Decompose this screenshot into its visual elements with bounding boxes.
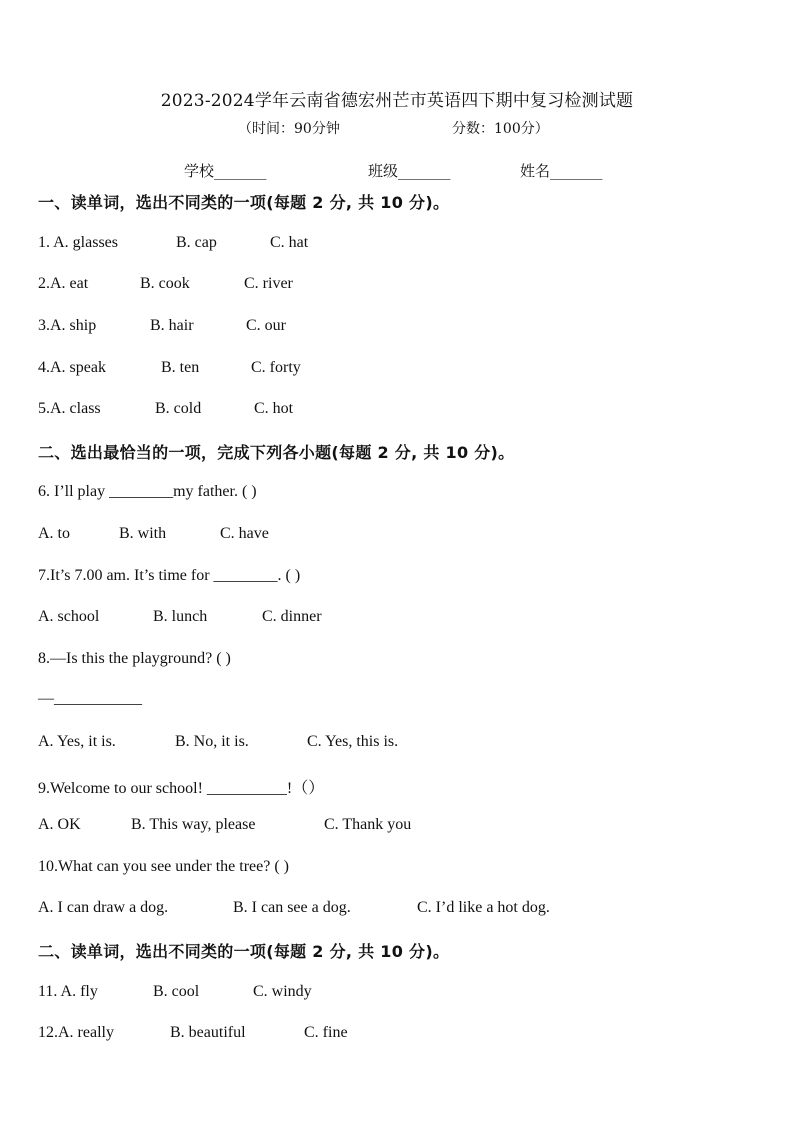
question-9: 9.Welcome to our school! __________!（）	[38, 780, 325, 797]
question-2-b: B. cook	[140, 275, 190, 292]
question-12-b: B. beautiful	[170, 1024, 246, 1041]
question-7: 7.It’s 7.00 am. It’s time for ________. ( )	[38, 567, 301, 584]
question-1-b: B. cap	[176, 234, 217, 251]
question-4-a: 4.A. speak	[38, 359, 106, 376]
question-6: 6. I’ll play ________my father. ( )	[38, 483, 257, 500]
question-4-b: B. ten	[161, 359, 200, 376]
exam-score: 分数：100分）	[452, 121, 549, 137]
section-heading-1: 一、读单词，选出不同类的一项(每题 2 分, 共 10 分)。	[38, 193, 450, 212]
question-5-a: 5.A. class	[38, 400, 101, 417]
question-2-c: C. river	[244, 275, 293, 292]
question-7-option-a: A. school	[38, 608, 100, 625]
question-11-c: C. windy	[253, 983, 312, 1000]
question-8-answer-line: —___________	[38, 690, 142, 707]
question-5-b: B. cold	[155, 400, 202, 417]
question-8-option-b: B. No, it is.	[175, 733, 249, 750]
question-6-option-a: A. to	[38, 525, 70, 542]
question-6-option-b: B. with	[119, 525, 167, 542]
question-8: 8.—Is this the playground? ( )	[38, 650, 231, 667]
question-10: 10.What can you see under the tree? ( )	[38, 858, 289, 875]
section-heading-2: 二、选出最恰当的一项，完成下列各小题(每题 2 分, 共 10 分)。	[38, 443, 515, 462]
question-11-b: B. cool	[153, 983, 200, 1000]
question-8-option-c: C. Yes, this is.	[307, 733, 399, 750]
question-6-option-c: C. have	[220, 525, 269, 542]
section-heading-3: 二、读单词，选出不同类的一项(每题 2 分, 共 10 分)。	[38, 942, 450, 961]
question-10-option-a: A. I can draw a dog.	[38, 899, 169, 916]
question-7-option-c: C. dinner	[262, 608, 322, 625]
name-field: 姓名_______	[520, 162, 603, 180]
question-2-a: 2.A. eat	[38, 275, 89, 292]
question-12-c: C. fine	[304, 1024, 348, 1041]
question-9-option-a: A. OK	[38, 816, 81, 833]
page-title: 2023-2024学年云南省德宏州芒市英语四下期中复习检测试题	[160, 91, 634, 111]
question-9-option-c: C. Thank you	[324, 816, 412, 833]
question-10-option-c: C. I’d like a hot dog.	[417, 899, 550, 916]
question-10-option-b: B. I can see a dog.	[233, 899, 351, 916]
question-1-a: 1. A. glasses	[38, 234, 118, 251]
question-3-a: 3.A. ship	[38, 317, 97, 334]
question-1-c: C. hat	[270, 234, 309, 251]
question-8-option-a: A. Yes, it is.	[38, 733, 116, 750]
question-5-c: C. hot	[254, 400, 294, 417]
question-11-a: 11. A. fly	[38, 983, 98, 1000]
question-4-c: C. forty	[251, 359, 301, 376]
question-3-b: B. hair	[150, 317, 194, 334]
question-3-c: C. our	[246, 317, 286, 334]
question-9-option-b: B. This way, please	[131, 816, 256, 833]
school-field: 学校_______	[184, 162, 267, 180]
question-7-option-b: B. lunch	[153, 608, 208, 625]
exam-time: （时间：90分钟	[238, 121, 340, 137]
class-field: 班级_______	[368, 162, 451, 180]
question-12-a: 12.A. really	[38, 1024, 114, 1041]
